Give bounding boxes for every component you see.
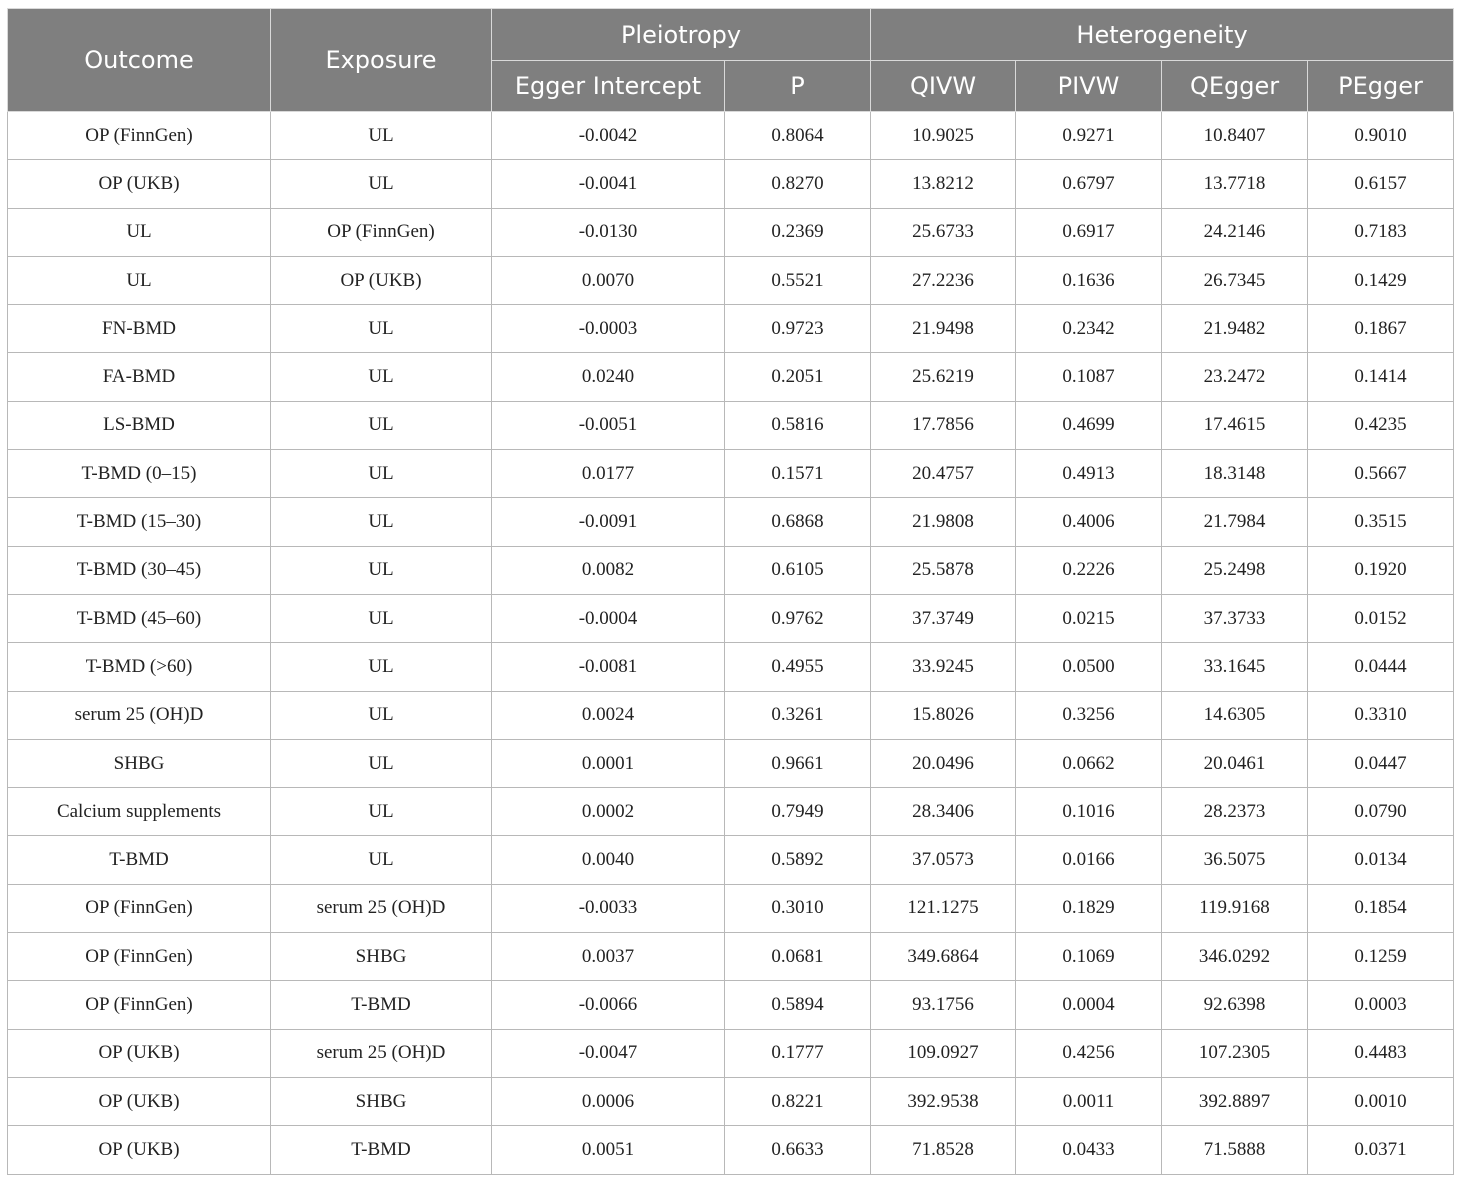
pegger-cell: 0.0371 [1308, 1126, 1454, 1174]
qivw-cell: 349.6864 [871, 933, 1016, 981]
exposure-cell: OP (FinnGen) [271, 208, 492, 256]
qivw-cell: 25.6733 [871, 208, 1016, 256]
outcome-cell: T-BMD [8, 836, 271, 884]
outcome-cell: UL [8, 256, 271, 304]
p-cell: 0.9762 [725, 594, 871, 642]
egger-intercept-cell: -0.0047 [492, 1029, 725, 1077]
pivw-cell: 0.1087 [1016, 353, 1162, 401]
p-cell: 0.0681 [725, 933, 871, 981]
qegger-cell: 37.3733 [1162, 594, 1308, 642]
qivw-cell: 121.1275 [871, 884, 1016, 932]
exposure-cell: SHBG [271, 1077, 492, 1125]
outcome-cell: OP (UKB) [8, 160, 271, 208]
egger-intercept-cell: -0.0051 [492, 401, 725, 449]
pivw-cell: 0.0500 [1016, 643, 1162, 691]
qegger-cell: 20.0461 [1162, 739, 1308, 787]
qivw-cell: 25.5878 [871, 546, 1016, 594]
p-cell: 0.8270 [725, 160, 871, 208]
pegger-cell: 0.0152 [1308, 594, 1454, 642]
pegger-cell: 0.0003 [1308, 981, 1454, 1029]
table-body [8, 112, 1454, 1175]
qegger-cell: 14.6305 [1162, 691, 1308, 739]
pegger-cell: 0.0134 [1308, 836, 1454, 884]
p-cell: 0.2051 [725, 353, 871, 401]
egger-intercept-cell: 0.0177 [492, 450, 725, 498]
table-row [8, 1029, 1454, 1077]
exposure-cell: UL [271, 450, 492, 498]
qegger-cell: 21.9482 [1162, 305, 1308, 353]
qivw-cell: 93.1756 [871, 981, 1016, 1029]
pivw-cell: 0.2342 [1016, 305, 1162, 353]
header-p: P [725, 61, 871, 112]
qivw-cell: 20.4757 [871, 450, 1016, 498]
exposure-cell: UL [271, 546, 492, 594]
header-qivw: QIVW [871, 61, 1016, 112]
header-heterogeneity: Heterogeneity [871, 9, 1454, 61]
table-row [8, 401, 1454, 449]
pegger-cell: 0.0790 [1308, 788, 1454, 836]
qegger-cell: 28.2373 [1162, 788, 1308, 836]
p-cell: 0.1777 [725, 1029, 871, 1077]
pegger-cell: 0.7183 [1308, 208, 1454, 256]
pivw-cell: 0.1636 [1016, 256, 1162, 304]
header-outcome: Outcome [8, 9, 271, 112]
egger-intercept-cell: 0.0024 [492, 691, 725, 739]
pegger-cell: 0.0444 [1308, 643, 1454, 691]
pegger-cell: 0.0010 [1308, 1077, 1454, 1125]
outcome-cell: OP (FinnGen) [8, 981, 271, 1029]
egger-intercept-cell: -0.0081 [492, 643, 725, 691]
table-row [8, 594, 1454, 642]
qivw-cell: 71.8528 [871, 1126, 1016, 1174]
table-row [8, 981, 1454, 1029]
p-cell: 0.3010 [725, 884, 871, 932]
pegger-cell: 0.1867 [1308, 305, 1454, 353]
table-row [8, 450, 1454, 498]
pivw-cell: 0.2226 [1016, 546, 1162, 594]
pegger-cell: 0.9010 [1308, 112, 1454, 160]
egger-intercept-cell: 0.0051 [492, 1126, 725, 1174]
qegger-cell: 10.8407 [1162, 112, 1308, 160]
table-row [8, 498, 1454, 546]
qegger-cell: 71.5888 [1162, 1126, 1308, 1174]
qegger-cell: 25.2498 [1162, 546, 1308, 594]
table-row [8, 353, 1454, 401]
egger-intercept-cell: 0.0037 [492, 933, 725, 981]
pivw-cell: 0.1016 [1016, 788, 1162, 836]
qegger-cell: 26.7345 [1162, 256, 1308, 304]
table-row [8, 836, 1454, 884]
pivw-cell: 0.0166 [1016, 836, 1162, 884]
outcome-cell: serum 25 (OH)D [8, 691, 271, 739]
qivw-cell: 28.3406 [871, 788, 1016, 836]
outcome-cell: FN-BMD [8, 305, 271, 353]
egger-intercept-cell: -0.0004 [492, 594, 725, 642]
egger-intercept-cell: 0.0240 [492, 353, 725, 401]
exposure-cell: serum 25 (OH)D [271, 1029, 492, 1077]
outcome-cell: T-BMD (45–60) [8, 594, 271, 642]
qivw-cell: 15.8026 [871, 691, 1016, 739]
p-cell: 0.5892 [725, 836, 871, 884]
p-cell: 0.7949 [725, 788, 871, 836]
qivw-cell: 25.6219 [871, 353, 1016, 401]
p-cell: 0.1571 [725, 450, 871, 498]
qegger-cell: 13.7718 [1162, 160, 1308, 208]
p-cell: 0.6633 [725, 1126, 871, 1174]
egger-intercept-cell: 0.0070 [492, 256, 725, 304]
exposure-cell: UL [271, 305, 492, 353]
table-row [8, 546, 1454, 594]
exposure-cell: T-BMD [271, 1126, 492, 1174]
exposure-cell: UL [271, 112, 492, 160]
pegger-cell: 0.1259 [1308, 933, 1454, 981]
outcome-cell: FA-BMD [8, 353, 271, 401]
table-row [8, 1077, 1454, 1125]
pegger-cell: 0.0447 [1308, 739, 1454, 787]
table-row [8, 256, 1454, 304]
pivw-cell: 0.1069 [1016, 933, 1162, 981]
outcome-cell: T-BMD (15–30) [8, 498, 271, 546]
exposure-cell: SHBG [271, 933, 492, 981]
header-row-groups [8, 9, 1454, 61]
exposure-cell: UL [271, 353, 492, 401]
qegger-cell: 23.2472 [1162, 353, 1308, 401]
qegger-cell: 119.9168 [1162, 884, 1308, 932]
table-row [8, 208, 1454, 256]
p-cell: 0.6868 [725, 498, 871, 546]
pivw-cell: 0.9271 [1016, 112, 1162, 160]
qivw-cell: 109.0927 [871, 1029, 1016, 1077]
pivw-cell: 0.4913 [1016, 450, 1162, 498]
qivw-cell: 392.9538 [871, 1077, 1016, 1125]
pegger-cell: 0.1920 [1308, 546, 1454, 594]
pivw-cell: 0.0433 [1016, 1126, 1162, 1174]
pivw-cell: 0.4699 [1016, 401, 1162, 449]
egger-intercept-cell: 0.0002 [492, 788, 725, 836]
qegger-cell: 17.4615 [1162, 401, 1308, 449]
outcome-cell: OP (FinnGen) [8, 884, 271, 932]
exposure-cell: UL [271, 401, 492, 449]
header-pegger: PEgger [1308, 61, 1454, 112]
outcome-cell: T-BMD (0–15) [8, 450, 271, 498]
outcome-cell: OP (UKB) [8, 1126, 271, 1174]
table-row [8, 305, 1454, 353]
p-cell: 0.3261 [725, 691, 871, 739]
header-egger-intercept: Egger Intercept [492, 61, 725, 112]
exposure-cell: UL [271, 691, 492, 739]
header-exposure: Exposure [271, 9, 492, 112]
table-row [8, 112, 1454, 160]
pegger-cell: 0.1429 [1308, 256, 1454, 304]
outcome-cell: T-BMD (>60) [8, 643, 271, 691]
table-header [8, 9, 1454, 112]
exposure-cell: UL [271, 739, 492, 787]
outcome-cell: UL [8, 208, 271, 256]
qegger-cell: 36.5075 [1162, 836, 1308, 884]
egger-intercept-cell: 0.0082 [492, 546, 725, 594]
pivw-cell: 0.4006 [1016, 498, 1162, 546]
qivw-cell: 10.9025 [871, 112, 1016, 160]
p-cell: 0.8221 [725, 1077, 871, 1125]
table-row [8, 1126, 1454, 1174]
egger-intercept-cell: 0.0040 [492, 836, 725, 884]
qivw-cell: 21.9808 [871, 498, 1016, 546]
pivw-cell: 0.0011 [1016, 1077, 1162, 1125]
results-table [7, 8, 1454, 1175]
outcome-cell: OP (UKB) [8, 1077, 271, 1125]
outcome-cell: SHBG [8, 739, 271, 787]
egger-intercept-cell: -0.0130 [492, 208, 725, 256]
p-cell: 0.9723 [725, 305, 871, 353]
qegger-cell: 21.7984 [1162, 498, 1308, 546]
outcome-cell: OP (FinnGen) [8, 112, 271, 160]
exposure-cell: UL [271, 160, 492, 208]
exposure-cell: UL [271, 836, 492, 884]
egger-intercept-cell: -0.0041 [492, 160, 725, 208]
exposure-cell: OP (UKB) [271, 256, 492, 304]
pivw-cell: 0.1829 [1016, 884, 1162, 932]
egger-intercept-cell: -0.0042 [492, 112, 725, 160]
table-row [8, 643, 1454, 691]
qegger-cell: 392.8897 [1162, 1077, 1308, 1125]
pivw-cell: 0.6797 [1016, 160, 1162, 208]
pivw-cell: 0.6917 [1016, 208, 1162, 256]
pivw-cell: 0.0215 [1016, 594, 1162, 642]
exposure-cell: UL [271, 643, 492, 691]
egger-intercept-cell: 0.0006 [492, 1077, 725, 1125]
p-cell: 0.8064 [725, 112, 871, 160]
header-pleiotropy: Pleiotropy [492, 9, 871, 61]
egger-intercept-cell: -0.0033 [492, 884, 725, 932]
qegger-cell: 24.2146 [1162, 208, 1308, 256]
table-row [8, 933, 1454, 981]
egger-intercept-cell: 0.0001 [492, 739, 725, 787]
pivw-cell: 0.0662 [1016, 739, 1162, 787]
outcome-cell: OP (UKB) [8, 1029, 271, 1077]
qivw-cell: 37.3749 [871, 594, 1016, 642]
outcome-cell: LS-BMD [8, 401, 271, 449]
qivw-cell: 37.0573 [871, 836, 1016, 884]
p-cell: 0.5816 [725, 401, 871, 449]
table-row [8, 739, 1454, 787]
qegger-cell: 18.3148 [1162, 450, 1308, 498]
outcome-cell: Calcium supplements [8, 788, 271, 836]
table-row [8, 691, 1454, 739]
table-row [8, 884, 1454, 932]
pegger-cell: 0.4483 [1308, 1029, 1454, 1077]
qivw-cell: 27.2236 [871, 256, 1016, 304]
pivw-cell: 0.3256 [1016, 691, 1162, 739]
pivw-cell: 0.0004 [1016, 981, 1162, 1029]
exposure-cell: UL [271, 498, 492, 546]
pivw-cell: 0.4256 [1016, 1029, 1162, 1077]
table-row [8, 788, 1454, 836]
p-cell: 0.9661 [725, 739, 871, 787]
pegger-cell: 0.4235 [1308, 401, 1454, 449]
p-cell: 0.5894 [725, 981, 871, 1029]
qegger-cell: 346.0292 [1162, 933, 1308, 981]
egger-intercept-cell: -0.0066 [492, 981, 725, 1029]
qivw-cell: 20.0496 [871, 739, 1016, 787]
exposure-cell: UL [271, 594, 492, 642]
p-cell: 0.2369 [725, 208, 871, 256]
pegger-cell: 0.1854 [1308, 884, 1454, 932]
pegger-cell: 0.1414 [1308, 353, 1454, 401]
qegger-cell: 92.6398 [1162, 981, 1308, 1029]
exposure-cell: T-BMD [271, 981, 492, 1029]
pegger-cell: 0.3515 [1308, 498, 1454, 546]
qivw-cell: 13.8212 [871, 160, 1016, 208]
qegger-cell: 33.1645 [1162, 643, 1308, 691]
pegger-cell: 0.3310 [1308, 691, 1454, 739]
exposure-cell: serum 25 (OH)D [271, 884, 492, 932]
qegger-cell: 107.2305 [1162, 1029, 1308, 1077]
qivw-cell: 33.9245 [871, 643, 1016, 691]
p-cell: 0.5521 [725, 256, 871, 304]
outcome-cell: T-BMD (30–45) [8, 546, 271, 594]
p-cell: 0.6105 [725, 546, 871, 594]
egger-intercept-cell: -0.0091 [492, 498, 725, 546]
header-qegger: QEgger [1162, 61, 1308, 112]
table-row [8, 160, 1454, 208]
outcome-cell: OP (FinnGen) [8, 933, 271, 981]
exposure-cell: UL [271, 788, 492, 836]
p-cell: 0.4955 [725, 643, 871, 691]
pegger-cell: 0.6157 [1308, 160, 1454, 208]
egger-intercept-cell: -0.0003 [492, 305, 725, 353]
qivw-cell: 17.7856 [871, 401, 1016, 449]
qivw-cell: 21.9498 [871, 305, 1016, 353]
pegger-cell: 0.5667 [1308, 450, 1454, 498]
header-pivw: PIVW [1016, 61, 1162, 112]
